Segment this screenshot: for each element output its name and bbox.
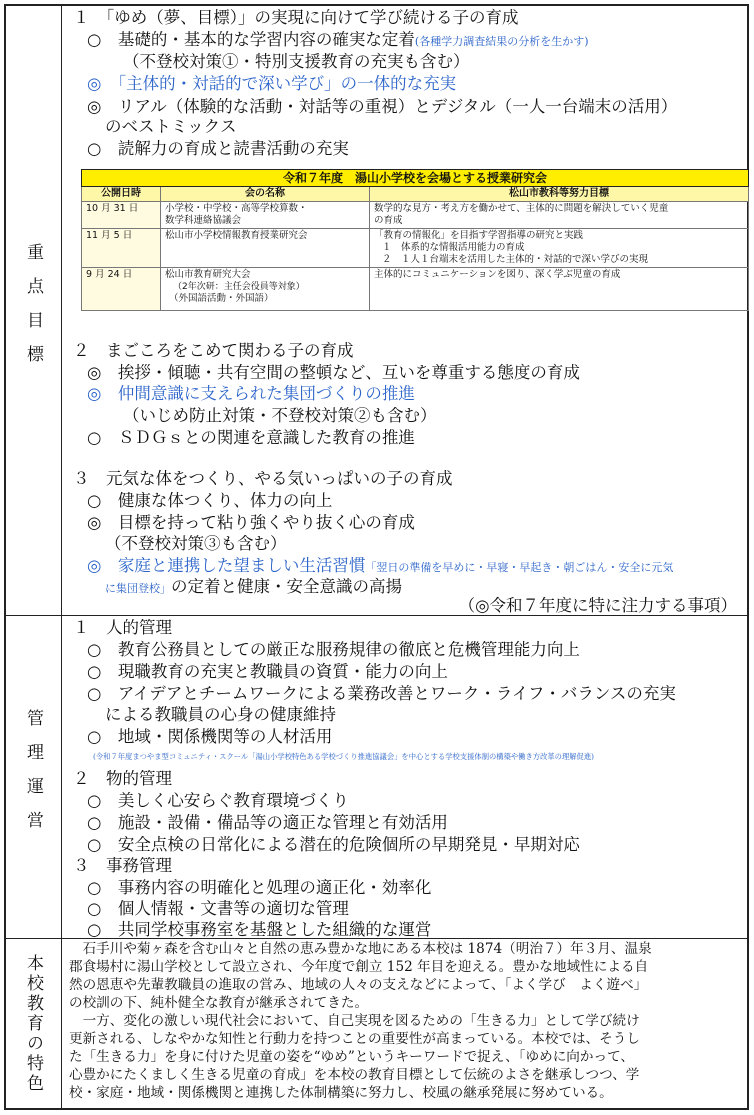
features-line: た「生きる力」を身に付けた児童の姿を“ゆめ”というキーワードで捉え、「ゆめに向かって、 xyxy=(69,1049,634,1065)
management-content xyxy=(63,616,745,938)
goal3-bullet3 xyxy=(87,556,673,578)
research-meeting-line: 松山市小学校情報教育授業研究会 xyxy=(165,230,308,241)
mgmt-personnel-bullet3-line1: ○ アイデアとチームワークによる業務改善とワーク・ライフ・バランスの充実 xyxy=(87,684,676,703)
research-meeting-line: 小学校・中学校・高等学校算数・ xyxy=(165,203,308,214)
goal1-bullet2: ◎ 「主体的・対話的で深い学び」の一体的な充実 xyxy=(87,74,457,93)
management-label: 管理運営 xyxy=(23,709,43,845)
research-date: 10 月 31 日 xyxy=(82,202,161,229)
mgmt-personnel-bullet1: ○ 教育公務員としての厳正な服務規律の徹底と危機管理能力向上 xyxy=(87,640,580,659)
goal2-bullet2: ◎ 仲間意識に支えられた集団づくりの推進 xyxy=(87,384,415,403)
mgmt-personnel-bullet4: ○ 地域・関係機関等の人材活用 xyxy=(87,727,333,746)
mgmt-office-bullet3: ○ 共同学校事務室を基盤とした組織的な運営 xyxy=(87,920,432,939)
mgmt-physical-heading: ２ 物的管理 xyxy=(73,769,172,788)
goal3-bullet2-sub: （不登校対策③も含む） xyxy=(105,534,287,553)
research-goal xyxy=(370,268,749,311)
goal3-bullet3-note1: 「翌日の準備を早めに・早寝・早起き・朝ごはん・安全に元気 xyxy=(365,561,674,574)
goal3-bullet2: ◎ 目標を持って粘り強くやり抜く心の育成 xyxy=(87,513,415,532)
research-goal xyxy=(370,202,749,229)
goal1-bullet4: ○ 読解力の育成と読書活動の充実 xyxy=(87,139,349,158)
management-label-cell xyxy=(6,616,62,938)
features-content xyxy=(63,939,745,1108)
research-goal-line: の育成 xyxy=(374,215,403,226)
mgmt-office-bullet1: ○ 事務内容の明確化と処理の適正化・効率化 xyxy=(87,878,432,897)
features-label-cell xyxy=(6,939,62,1108)
research-goal-line: ２ １人１台端末を活用した主体的・対話的で深い学びの実現 xyxy=(382,254,649,265)
management-section xyxy=(6,616,747,939)
research-goal xyxy=(370,229,749,268)
research-table-row xyxy=(82,229,749,268)
research-table xyxy=(81,169,749,311)
research-date: 11 月 5 日 xyxy=(82,229,161,268)
features-line: 然の恩恵や先輩教職員の進取の営み、地域の人々の支えなどによって、「よく学び よく遊べ」 xyxy=(69,977,648,993)
goals-footnote: （◎令和７年度に特に注力する事項） xyxy=(458,596,737,615)
mgmt-personnel-heading: １ 人的管理 xyxy=(73,618,172,637)
goal1-bullet3-line1: ◎ リアル（体験的な活動・対話等の重視）とデジタル（一人一台端末の活用） xyxy=(87,97,678,116)
research-meeting-line: （2年次研：主任会役員等対象） xyxy=(173,282,305,292)
features-section xyxy=(6,939,747,1108)
goal2-bullet3: ○ ＳＤＧｓとの関連を意識した教育の推進 xyxy=(87,428,415,447)
goals-label: 重点目標 xyxy=(23,242,43,379)
goal3-bullet3-mark: ◎ 家庭と連携した望ましい生活習慣 xyxy=(87,556,366,575)
features-line: 心豊かにたくましく生きる児童の育成」を本校の教育目標として伝統のよさを継承しつつ、学 xyxy=(69,1067,640,1083)
features-line: 石手川や菊ヶ森を含む山々と自然の恵み豊かな地にある本校は 1874（明治７）年３月、温泉 xyxy=(69,941,652,957)
research-table-header-goal: 松山市教科等努力目標 xyxy=(370,187,749,202)
research-table-title: 令和７年度 湯山小学校を会場とする授業研究会 xyxy=(82,170,749,187)
goals-label-cell xyxy=(6,6,62,615)
features-line: 一方、変化の激しい現代社会において、自己実現を図るための「生きる力」として学び続け xyxy=(69,1013,640,1029)
goal3-heading: ３ 元気な体をつくり、やる気いっぱいの子の育成 xyxy=(73,469,453,488)
goals-content xyxy=(63,6,745,615)
goal1-bullet1 xyxy=(87,30,589,52)
research-meeting xyxy=(161,229,370,268)
goal1-bullet1-text: ○ 基礎的・基本的な学習内容の確実な定着 xyxy=(87,30,415,49)
goal2-bullet1: ◎ 挨拶・傾聴・共有空間の整頓など、互いを尊重する態度の育成 xyxy=(87,363,580,382)
research-meeting-line: （外国語活動・外国語） xyxy=(169,293,274,304)
goal2-heading: ２ まごころをこめて関わる子の育成 xyxy=(73,341,354,360)
research-meeting-line: 松山市教育研究大会 xyxy=(165,269,251,280)
features-line: の校訓の下、純朴健全な教育が継承されてきた。 xyxy=(69,995,369,1011)
research-meeting xyxy=(161,268,370,311)
mgmt-physical-bullet1: ○ 美しく心安らぐ教育環境づくり xyxy=(87,791,349,810)
goals-section xyxy=(6,6,747,616)
goal1-bullet3-line2: のベストミックス xyxy=(105,117,237,136)
research-goal-line: 数学的な見方・考え方を働かせて、主体的に問題を解決していく児童 xyxy=(374,203,669,214)
mgmt-personnel-bullet3-line2: による教職員の心身の健康維持 xyxy=(105,705,336,724)
features-line: 郡食場村に湯山学校として設立され、今年度で創立 152 年目を迎える。豊かな地域性による自 xyxy=(69,959,649,975)
features-label: 本校教育の特色 xyxy=(23,953,43,1094)
research-date: 9 月 24 日 xyxy=(82,268,161,311)
document-frame xyxy=(4,4,749,1110)
mgmt-office-heading: ３ 事務管理 xyxy=(73,856,172,875)
goal2-bullet2-sub: （いじめ防止対策・不登校対策②も含む） xyxy=(123,406,437,425)
research-goal-line: 「教育の情報化」を目指す学習指導の研究と実践 xyxy=(374,230,584,241)
goal3-bullet3-note2: に集団登校」 xyxy=(105,582,171,595)
mgmt-office-bullet2: ○ 個人情報・文書等の適切な管理 xyxy=(87,899,349,918)
goal1-bullet1-note: (各種学力調査結果の分析を生かす) xyxy=(414,35,589,48)
mgmt-physical-bullet2: ○ 施設・設備・備品等の適正な管理と有効活用 xyxy=(87,813,448,832)
features-line: 更新される、しなやかな知性と行動力を持つことの重要性が高まっている。本校では、そうし xyxy=(69,1031,640,1047)
research-table-row xyxy=(82,202,749,229)
research-meeting-line: 数学科連絡協議会 xyxy=(165,215,242,226)
mgmt-physical-bullet3: ○ 安全点検の日常化による潜在的危険個所の早期発見・早期対応 xyxy=(87,835,580,854)
features-line: 校・家庭・地域・関係機関と連携した体制構築に努力し、校風の継承発展に努めている。 xyxy=(69,1085,613,1101)
mgmt-personnel-bullet2: ○ 現職教育の充実と教職員の資質・能力の向上 xyxy=(87,662,448,681)
goal3-bullet1: ○ 健康な体つくり、体力の向上 xyxy=(87,491,333,510)
research-table-header-date: 公開日時 xyxy=(82,187,161,202)
research-goal-line: １ 体系的な情報活用能力の育成 xyxy=(382,242,525,253)
goal3-bullet3-line2 xyxy=(105,577,402,599)
goal1-heading: １ 「ゆめ（夢、目標）」の実現に向けて学び続ける子の育成 xyxy=(73,8,519,27)
mgmt-personnel-note: (令和７年度まつやま型コミュニティ・スクール「湯山小学校特色ある学校づくり推進協議会」を中心とする学校支援体制の構築や働き方改革の理解促進) xyxy=(93,752,594,761)
goal3-bullet3-tail: の定着と健康・安全意識の高揚 xyxy=(171,577,402,596)
research-meeting xyxy=(161,202,370,229)
research-table-row xyxy=(82,268,749,311)
research-goal-line: 主体的にコミュニケーションを図り、深く学ぶ児童の育成 xyxy=(374,269,621,280)
goal1-bullet1-sub: （不登校対策①・特別支援教育の充実も含む） xyxy=(123,52,470,71)
research-table-header-meeting: 会の名称 xyxy=(161,187,370,202)
